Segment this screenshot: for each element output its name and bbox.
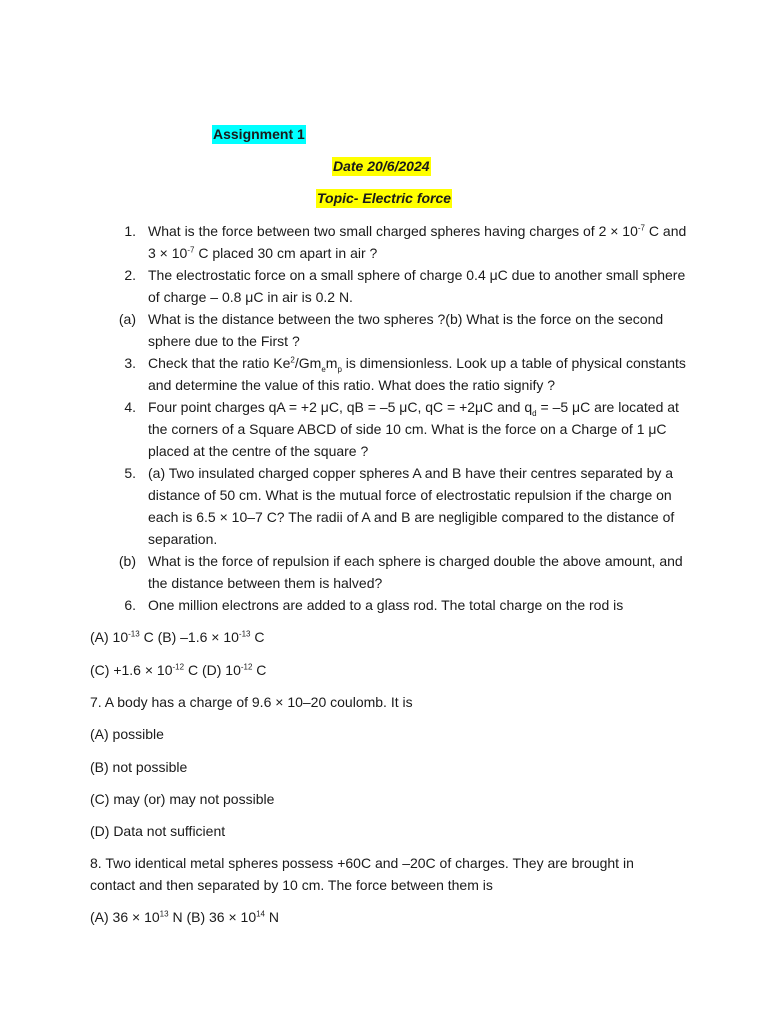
question-number: (b) [118,553,136,569]
question-text: /Gm [294,355,322,371]
subscript: p [337,364,342,374]
subscript: d [532,408,537,418]
question-text: distance of 50 cm. What is the mutual force of electrostatic [148,487,511,503]
question-text: What is the distance between the two spheres ?(b) What is the force on the second [148,311,664,327]
question-text: C [648,223,660,239]
option-text: C [252,662,267,678]
superscript: -13 [128,629,140,639]
question-text: Check that the ratio Ke [148,355,291,371]
question-1 [100,220,690,264]
q7-option-a: (A) possible [90,726,164,742]
option-text: C [250,629,265,645]
question-text: What is the force of repulsion if each sphere is charged double the above amount, [148,553,656,569]
q7-option-c: (C) may (or) may not possible [90,791,275,807]
question-number: 1. [124,223,136,239]
question-number: 6. [124,597,136,613]
question-8-line-2: contact and then separated by 10 cm. The force between them is [90,877,493,893]
option-text: C (D) 10 [184,662,241,678]
superscript: 13 [159,909,169,919]
subscript: e [321,364,326,374]
question-text: and 3 × 10 [148,223,687,261]
question-text: and the distance between them is halved? [148,553,683,591]
question-number: (a) [118,311,136,327]
question-2a [100,308,690,352]
superscript: 14 [256,909,266,919]
superscript: -12 [240,662,253,672]
q7-option-d: (D) Data not sufficient [90,823,226,839]
option-text: (A) 10 [90,629,129,645]
assignment-heading: Assignment 1 [213,126,305,142]
option-text: N [265,909,280,925]
question-text: m [325,355,338,371]
question-5 [100,462,690,550]
question-text: Four point charges qA = +2 μC, qB = –5 μC, qC = +2μC and q [148,399,533,415]
superscript: -13 [238,629,251,639]
question-2 [100,264,690,308]
question-text: sphere of charge – 0.8 μC in air is 0.2 N. [148,267,686,305]
question-text: the corners of a Square ABCD of side 10 cm. What is the force on a Charge of 1 μC [148,421,667,437]
question-3 [100,352,690,396]
question-8-line-1: 8. Two identical metal spheres possess +60C and –20C of charges. They are brought in [90,855,634,871]
question-6 [100,594,690,616]
superscript: 2 [290,355,295,365]
question-number: 5. [124,465,136,481]
q6-options-cd [90,659,266,681]
question-number: 2. [124,267,136,283]
option-text: (C) +1.6 × 10 [90,662,173,678]
option-text: N (B) 36 × 10 [168,909,257,925]
question-number: 3. [124,355,136,371]
question-text: is dimensionless. Look up a table of physical [341,355,623,371]
question-4 [100,396,690,462]
option-text: (A) 36 × 10 [90,909,160,925]
question-list [100,220,690,616]
option-text: C (B) –1.6 × 10 [139,629,239,645]
question-text: constants and determine the value of this ratio. What does the ratio signify ? [148,355,686,393]
q6-options-ab [90,626,264,648]
superscript: -7 [637,223,646,233]
question-text: repulsion if the charge on each is 6.5 × 10–7 C? The radii of A and B are negligible [148,487,672,525]
superscript: -7 [187,245,195,255]
q7-option-b: (B) not possible [90,759,188,775]
topic-heading: Topic- Electric force [317,190,452,206]
question-number: 4. [124,399,136,415]
question-7: 7. A body has a charge of 9.6 × 10–20 coulomb. It is [90,694,413,710]
question-5b [100,550,690,594]
q8-options [90,906,279,928]
date-heading: Date 20/6/2024 [333,158,430,174]
question-text: C placed 30 cm apart in air ? [198,245,378,261]
question-text: compared to the distance of separation. [148,509,675,547]
question-text: sphere due to the First ? [148,333,300,349]
question-text: What is the force between two small charged spheres having charges of 2 × 10 [148,223,638,239]
question-text: placed at the centre of the square ? [148,443,369,459]
superscript: -12 [172,662,185,672]
question-text: (a) Two insulated charged copper spheres A and B have their centres separated by a [148,465,674,481]
question-text: = –5 μC are located at [536,399,679,415]
question-text: The electrostatic force on a small sphere of charge 0.4 μC due to another small [148,267,639,283]
question-text: One million electrons are added to a glass rod. The total charge on the rod is [148,597,624,613]
